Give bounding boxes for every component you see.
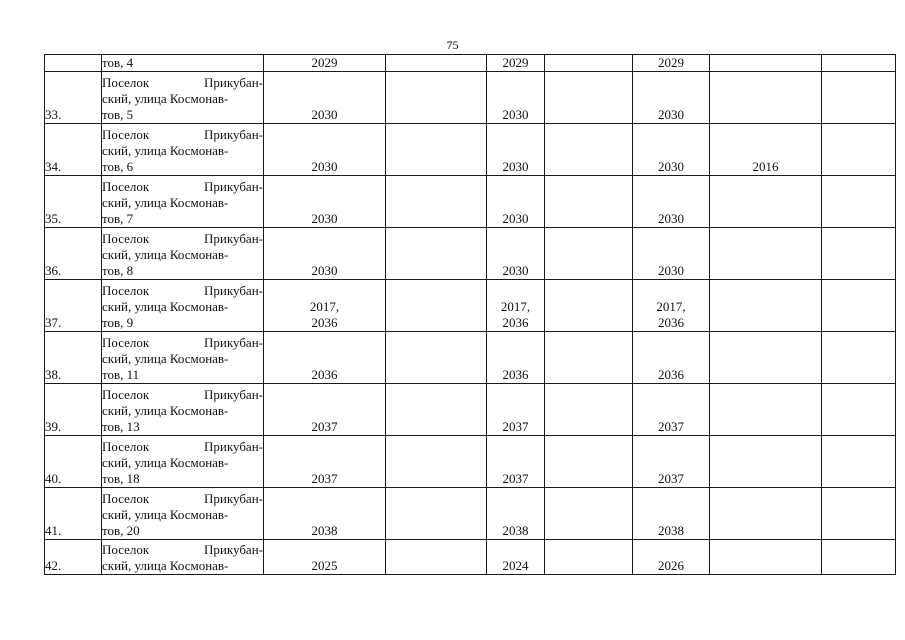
year-value: 2024 [502,558,529,573]
address-line: ский, улица Космонав- [102,195,229,210]
empty-cell [545,228,633,280]
row-number: 34. [45,124,102,176]
address-line: ский, улица Космонав- [102,558,229,573]
year-value: 2037 [311,471,338,486]
empty-cell [386,228,487,280]
empty-cell [710,72,822,124]
year-cell [487,72,545,124]
year-value: 2030 [311,263,338,278]
address-cell [102,72,264,124]
year-cell [710,124,822,176]
table-row [45,384,896,436]
address-line: тов, 7 [102,211,134,226]
year-cell [633,436,710,488]
address-cell [102,436,264,488]
empty-cell [822,488,896,540]
row-number: 42. [45,540,102,575]
row-number: 41. [45,488,102,540]
year-value: 2029 [658,55,684,70]
year-value: 2026 [658,558,684,573]
year-value: 2037 [658,419,684,434]
table-row [45,124,896,176]
year-cell [633,176,710,228]
table-body [45,55,896,575]
empty-cell [386,176,487,228]
empty-cell [822,228,896,280]
empty-cell [386,488,487,540]
year-value: 2017, [500,299,531,314]
row-number: 33. [45,72,102,124]
empty-cell [545,124,633,176]
year-value: 2030 [502,159,529,174]
year-value: 2030 [311,159,338,174]
table-row [45,332,896,384]
empty-cell [710,55,822,72]
address-line: ский, улица Космонав- [102,299,229,314]
address-line: Поселок Прикубан- [102,542,263,557]
row-number [45,55,102,72]
empty-cell [710,228,822,280]
empty-cell [545,540,633,575]
row-number: 38. [45,332,102,384]
address-line: тов, 18 [102,471,140,486]
address-cell [102,280,264,332]
year-value: 2030 [658,159,684,174]
address-line: Поселок Прикубан- [102,335,263,350]
address-line: тов, 5 [102,107,134,122]
empty-cell [710,436,822,488]
empty-cell [710,488,822,540]
address-cell [102,228,264,280]
address-line: Поселок Прикубан- [102,75,263,90]
empty-cell [545,280,633,332]
empty-cell [822,55,896,72]
year-cell [264,332,386,384]
empty-cell [386,436,487,488]
address-line: Поселок Прикубан- [102,439,263,454]
table-row [45,228,896,280]
year-value: 2029 [502,55,529,70]
year-value: 2017, [656,299,686,314]
empty-cell [386,332,487,384]
year-value: 2036 [502,367,529,382]
address-cell [102,488,264,540]
address-line: Поселок Прикубан- [102,127,263,142]
year-cell [487,332,545,384]
year-cell [633,332,710,384]
year-cell [487,55,545,72]
address-line: Поселок Прикубан- [102,387,263,402]
year-value: 2036 [311,367,338,382]
year-cell [264,436,386,488]
empty-cell [386,280,487,332]
address-line: тов, 4 [102,55,134,70]
year-value: 2038 [311,523,338,538]
year-value: 2025 [311,558,338,573]
year-cell [264,280,386,332]
empty-cell [545,176,633,228]
empty-cell [822,280,896,332]
address-cell [102,540,264,575]
year-value: 2030 [502,107,529,122]
address-line: Поселок Прикубан- [102,179,263,194]
address-cell [102,176,264,228]
row-number: 39. [45,384,102,436]
address-line: Поселок Прикубан- [102,283,263,298]
year-value: 2016 [752,159,779,174]
year-value: 2036 [658,367,684,382]
empty-cell [822,540,896,575]
year-cell [633,55,710,72]
address-line: ский, улица Космонав- [102,403,229,418]
table-row [45,55,896,72]
row-number: 40. [45,436,102,488]
empty-cell [386,55,487,72]
row-number: 37. [45,280,102,332]
year-cell [487,488,545,540]
year-value: 2030 [502,211,529,226]
empty-cell [386,124,487,176]
year-value: 2036 [502,315,529,330]
year-cell [633,72,710,124]
year-value: 2030 [658,211,684,226]
empty-cell [822,384,896,436]
empty-cell [386,540,487,575]
empty-cell [822,332,896,384]
address-line: ский, улица Космонав- [102,455,229,470]
year-value: 2030 [311,107,338,122]
table-row [45,280,896,332]
year-cell [487,384,545,436]
address-line: тов, 8 [102,263,134,278]
empty-cell [822,176,896,228]
address-line: тов, 6 [102,159,134,174]
address-cell [102,384,264,436]
year-value: 2038 [658,523,684,538]
year-cell [264,228,386,280]
table-row [45,176,896,228]
address-line: ский, улица Космонав- [102,143,229,158]
year-value: 2037 [311,419,338,434]
year-cell [487,436,545,488]
year-cell [487,176,545,228]
address-line: тов, 9 [102,315,134,330]
table-row [45,540,896,575]
address-line: ский, улица Космонав- [102,507,229,522]
empty-cell [822,124,896,176]
empty-cell [545,436,633,488]
year-cell [633,540,710,575]
empty-cell [386,384,487,436]
empty-cell [545,55,633,72]
address-cell [102,124,264,176]
table-row [45,488,896,540]
year-value: 2036 [311,315,338,330]
page-number: 75 [446,38,459,52]
table-row [45,436,896,488]
address-cell [102,332,264,384]
address-line: тов, 20 [102,523,140,538]
year-cell [487,124,545,176]
empty-cell [822,436,896,488]
address-line: ский, улица Космонав- [102,247,229,262]
year-cell [633,280,710,332]
address-line: Поселок Прикубан- [102,491,263,506]
year-cell [633,488,710,540]
year-cell [264,124,386,176]
year-cell [633,228,710,280]
address-line: тов, 11 [102,367,140,382]
empty-cell [545,384,633,436]
year-cell [264,540,386,575]
year-value: 2038 [502,523,529,538]
address-line: ский, улица Космонав- [102,91,229,106]
empty-cell [545,332,633,384]
address-line: ский, улица Космонав- [102,351,229,366]
empty-cell [710,176,822,228]
year-value: 2030 [658,263,684,278]
year-cell [633,384,710,436]
year-cell [264,176,386,228]
empty-cell [710,384,822,436]
year-cell [487,280,545,332]
year-cell [487,228,545,280]
schedule-table [44,54,896,575]
empty-cell [386,72,487,124]
empty-cell [710,280,822,332]
year-value: 2037 [502,419,529,434]
empty-cell [710,540,822,575]
year-value: 2017, [309,299,340,314]
year-cell [264,55,386,72]
address-line: тов, 13 [102,419,140,434]
address-line: Поселок Прикубан- [102,231,263,246]
address-cell [102,55,264,72]
row-number: 36. [45,228,102,280]
year-value: 2029 [311,55,338,70]
year-value: 2037 [502,471,529,486]
year-value: 2037 [658,471,684,486]
year-cell [633,124,710,176]
year-value: 2030 [311,211,338,226]
row-number: 35. [45,176,102,228]
year-cell [264,488,386,540]
year-value: 2030 [658,107,684,122]
empty-cell [545,488,633,540]
empty-cell [545,72,633,124]
empty-cell [710,332,822,384]
year-cell [264,72,386,124]
empty-cell [822,72,896,124]
year-value: 2030 [502,263,529,278]
year-value: 2036 [658,315,684,330]
year-cell [487,540,545,575]
year-cell [264,384,386,436]
table-row [45,72,896,124]
